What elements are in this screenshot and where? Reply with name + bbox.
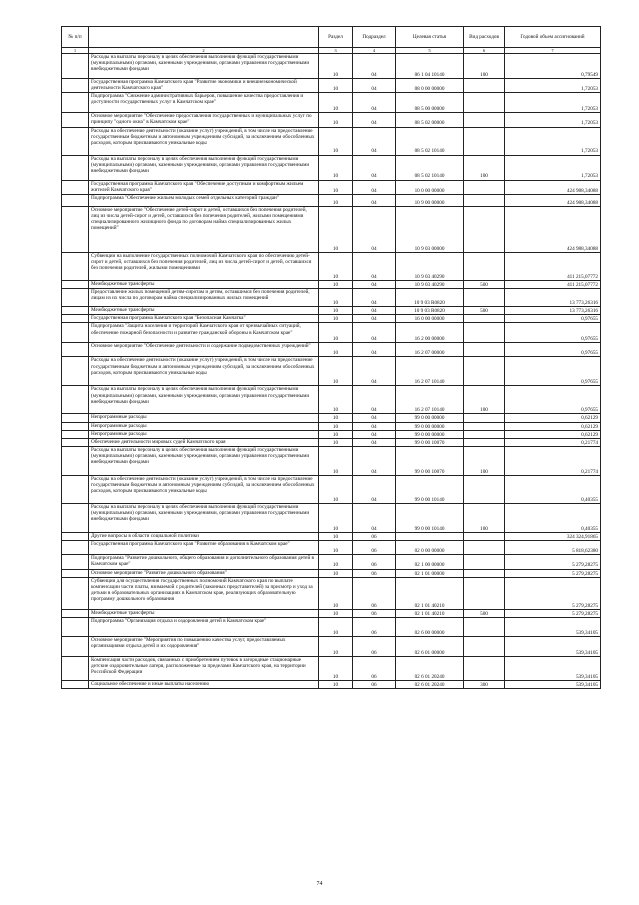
- cell-target-article: 06 1 04 10140: [396, 54, 464, 79]
- cell-podrazdel: 04: [353, 113, 396, 127]
- cell-expense-type: [464, 636, 505, 656]
- cell-annual-amount: 411 215,07772: [505, 252, 601, 280]
- cell-annual-amount: 5 279,28275: [505, 609, 601, 617]
- cell-expense-type: [464, 430, 505, 438]
- cell-podrazdel: 04: [353, 93, 396, 113]
- cell-expense-type: 100: [464, 155, 505, 180]
- table-row: [62, 280, 601, 288]
- cell-name: Непрограммные расходы: [89, 430, 319, 438]
- cell-name: Подпрограмма "Обеспечение жильем молодых семей отдельных категорий граждан": [89, 194, 319, 206]
- cell-razdel: 10: [319, 252, 353, 280]
- cell-num: [62, 636, 89, 656]
- cell-name: Непрограммные расходы: [89, 414, 319, 422]
- table-row: [62, 533, 601, 541]
- column-number: 7: [505, 48, 601, 54]
- cell-target-article: 99 0 00 10140: [396, 504, 464, 533]
- header-num: № п/п: [62, 27, 89, 48]
- table-row: [62, 315, 601, 323]
- cell-annual-amount: 1,72053: [505, 127, 601, 155]
- cell-num: [62, 155, 89, 180]
- cell-razdel: 10: [319, 127, 353, 155]
- cell-expense-type: [464, 180, 505, 194]
- cell-target-article: 99 0 00 10140: [396, 476, 464, 504]
- cell-annual-amount: 0,62129: [505, 430, 601, 438]
- cell-expense-type: [464, 343, 505, 357]
- cell-expense-type: 100: [464, 447, 505, 476]
- cell-num: [62, 680, 89, 688]
- cell-razdel: 10: [319, 343, 353, 357]
- header-name: [89, 27, 319, 48]
- cell-razdel: 10: [319, 280, 353, 288]
- cell-name: Межбюджетные трансферты: [89, 280, 319, 288]
- table-body: [62, 54, 601, 689]
- cell-razdel: 10: [319, 533, 353, 541]
- cell-razdel: 10: [319, 93, 353, 113]
- cell-expense-type: 100: [464, 386, 505, 414]
- table-row: [62, 194, 601, 206]
- cell-razdel: 10: [319, 430, 353, 438]
- cell-name: Государственная программа Камчатского края "Развитие образования в Камчатском крае": [89, 541, 319, 555]
- page-number: 74: [316, 881, 323, 887]
- cell-name: Подпрограмма "Защита населения и территорий Камчатского края от чрезвычайных ситуаций, обеспечение пожарной безопасности и развитие гражданской обороны в Камчатском крае": [89, 323, 319, 343]
- cell-podrazdel: 04: [353, 386, 396, 414]
- cell-annual-amount: 0,79549: [505, 54, 601, 79]
- cell-expense-type: [464, 194, 505, 206]
- table-row: [62, 252, 601, 280]
- cell-name: Подпрограмма "Организация отдыха и оздоровления детей в Камчатском крае": [89, 617, 319, 636]
- cell-podrazdel: 04: [353, 307, 396, 315]
- table-row: [62, 180, 601, 194]
- cell-expense-type: [464, 127, 505, 155]
- cell-num: [62, 252, 89, 280]
- cell-target-article: 99 0 00 00000: [396, 430, 464, 438]
- cell-razdel: 10: [319, 323, 353, 343]
- cell-podrazdel: 04: [353, 79, 396, 93]
- cell-annual-amount: 1,72053: [505, 155, 601, 180]
- cell-podrazdel: 04: [353, 252, 396, 280]
- cell-podrazdel: 04: [353, 343, 396, 357]
- cell-razdel: 10: [319, 422, 353, 430]
- cell-expense-type: [464, 315, 505, 323]
- cell-num: [62, 476, 89, 504]
- cell-razdel: 10: [319, 504, 353, 533]
- cell-annual-amount: 0,97655: [505, 386, 601, 414]
- cell-num: [62, 206, 89, 252]
- table-row: [62, 504, 601, 533]
- cell-expense-type: [464, 252, 505, 280]
- table-row: [62, 54, 601, 79]
- cell-annual-amount: 0,21774: [505, 438, 601, 446]
- table-row: [62, 386, 601, 414]
- cell-num: [62, 386, 89, 414]
- cell-annual-amount: 411 215,07772: [505, 280, 601, 288]
- cell-name: Социальное обеспечение и иные выплаты населению: [89, 680, 319, 688]
- cell-razdel: 10: [319, 569, 353, 577]
- cell-razdel: 10: [319, 617, 353, 636]
- cell-razdel: 10: [319, 438, 353, 446]
- cell-num: [62, 438, 89, 446]
- cell-num: [62, 113, 89, 127]
- cell-podrazdel: 06: [353, 656, 396, 680]
- cell-podrazdel: 04: [353, 289, 396, 307]
- cell-annual-amount: 0,21774: [505, 447, 601, 476]
- cell-annual-amount: 0,97655: [505, 357, 601, 386]
- cell-annual-amount: 1,72053: [505, 79, 601, 93]
- cell-target-article: 02 6 01 00000: [396, 636, 464, 656]
- cell-podrazdel: 04: [353, 504, 396, 533]
- cell-num: [62, 422, 89, 430]
- table-row: [62, 438, 601, 446]
- cell-num: [62, 289, 89, 307]
- cell-target-article: 10 0 00 00000: [396, 180, 464, 194]
- cell-name: Основное мероприятие "Обеспечение предоставления государственных и муниципальных услуг по принципу "одного окна" в Камчатском крае": [89, 113, 319, 127]
- cell-target-article: 02 6 00 00000: [396, 617, 464, 636]
- cell-expense-type: [464, 113, 505, 127]
- cell-podrazdel: 06: [353, 533, 396, 541]
- cell-target-article: 16 0 00 00000: [396, 315, 464, 323]
- cell-annual-amount: 0,62129: [505, 422, 601, 430]
- cell-num: [62, 617, 89, 636]
- cell-podrazdel: 04: [353, 414, 396, 422]
- cell-podrazdel: 04: [353, 323, 396, 343]
- cell-target-article: 02 6 01 20240: [396, 656, 464, 680]
- cell-annual-amount: 324 324,91865: [505, 533, 601, 541]
- table-row: [62, 577, 601, 609]
- cell-podrazdel: 04: [353, 447, 396, 476]
- cell-target-article: 10 9 03 00000: [396, 206, 464, 252]
- cell-expense-type: [464, 541, 505, 555]
- cell-podrazdel: 06: [353, 609, 396, 617]
- cell-name: Подпрограмма "Снижение административных барьеров, повышение качества предоставления и доступности государственных услуг в Камчатском крае": [89, 93, 319, 113]
- cell-podrazdel: 04: [353, 194, 396, 206]
- cell-name: Государственная программа Камчатского края "Обеспечение доступным и комфортным жильем жителей Камчатского края": [89, 180, 319, 194]
- column-number: 1: [62, 48, 89, 54]
- cell-annual-amount: 0,62129: [505, 414, 601, 422]
- cell-num: [62, 533, 89, 541]
- cell-num: [62, 656, 89, 680]
- cell-target-article: 99 0 00 10070: [396, 438, 464, 446]
- cell-razdel: 10: [319, 155, 353, 180]
- cell-annual-amount: 0,40355: [505, 504, 601, 533]
- cell-expense-type: 100: [464, 504, 505, 533]
- cell-razdel: 10: [319, 656, 353, 680]
- cell-target-article: 10 9 03 40290: [396, 252, 464, 280]
- cell-expense-type: [464, 577, 505, 609]
- table-row: [62, 617, 601, 636]
- cell-target-article: 02 1 01 40210: [396, 577, 464, 609]
- cell-annual-amount: 5 279,28275: [505, 555, 601, 569]
- cell-expense-type: [464, 438, 505, 446]
- cell-annual-amount: 0,40355: [505, 476, 601, 504]
- cell-annual-amount: 0,97655: [505, 343, 601, 357]
- cell-target-article: 08 0 00 00000: [396, 79, 464, 93]
- cell-podrazdel: 04: [353, 280, 396, 288]
- cell-annual-amount: 5 818,62380: [505, 541, 601, 555]
- cell-num: [62, 430, 89, 438]
- cell-name: Основное мероприятие "Обеспечение деятельности и содержание подведомственных учреждений": [89, 343, 319, 357]
- cell-name: Государственная программа Камчатского края "Развитие экономики и внешнеэкономической деятельности Камчатского края": [89, 79, 319, 93]
- cell-target-article: 16 2 00 00000: [396, 323, 464, 343]
- cell-expense-type: [464, 656, 505, 680]
- cell-annual-amount: 539,34105: [505, 617, 601, 636]
- cell-razdel: 10: [319, 680, 353, 688]
- cell-name: Субвенции для осуществления государственных полномочий Камчатского края по выплате компенсации части платы, взимаемой с родителей (законных представителей) за присмотр и уход за детьми в образовательных организациях в Камчатском крае, реализующих образовательную программу дошкольного образования: [89, 577, 319, 609]
- cell-razdel: 10: [319, 447, 353, 476]
- cell-name: Межбюджетные трансферты: [89, 609, 319, 617]
- table-row: [62, 569, 601, 577]
- cell-podrazdel: 06: [353, 577, 396, 609]
- column-number: 5: [396, 48, 464, 54]
- budget-table: [61, 26, 601, 689]
- cell-num: [62, 357, 89, 386]
- cell-num: [62, 541, 89, 555]
- table-row: [62, 541, 601, 555]
- budget-table-sheet: [61, 26, 600, 689]
- cell-name: Основное мероприятие "Обеспечение детей-сирот и детей, оставшихся без попечения родителей, лиц из числа детей-сирот и детей, оставшихся без попечения родителей, жилыми помещениями специализированного жилищного фонда по договорам найма специализированных жилых помещений": [89, 206, 319, 252]
- cell-num: [62, 307, 89, 315]
- cell-razdel: 10: [319, 609, 353, 617]
- cell-target-article: 08 5 02 00000: [396, 113, 464, 127]
- cell-razdel: 10: [319, 386, 353, 414]
- cell-razdel: 10: [319, 206, 353, 252]
- column-number: 4: [353, 48, 396, 54]
- cell-expense-type: 300: [464, 680, 505, 688]
- cell-expense-type: [464, 414, 505, 422]
- cell-razdel: 10: [319, 357, 353, 386]
- cell-target-article: 08 5 02 10140: [396, 127, 464, 155]
- cell-annual-amount: 13 773,26316: [505, 307, 601, 315]
- cell-target-article: 99 0 00 00000: [396, 422, 464, 430]
- cell-podrazdel: 06: [353, 569, 396, 577]
- table-row: [62, 343, 601, 357]
- cell-name: Непрограммные расходы: [89, 422, 319, 430]
- cell-podrazdel: 06: [353, 680, 396, 688]
- cell-expense-type: [464, 79, 505, 93]
- cell-razdel: 10: [319, 194, 353, 206]
- cell-name: Расходы на выплаты персоналу в целях обеспечения выполнения функций государственными (муниципальными) органами, казенными учреждениями, органами управления государственными внебюджетными фондами: [89, 54, 319, 79]
- cell-podrazdel: 04: [353, 430, 396, 438]
- cell-name: Расходы на выплаты персоналу в целях обеспечения выполнения функций государственными (муниципальными) органами, казенными учреждениями, органами управления государственными внебюджетными фондами: [89, 155, 319, 180]
- cell-podrazdel: 06: [353, 555, 396, 569]
- cell-num: [62, 343, 89, 357]
- table-row: [62, 636, 601, 656]
- cell-name: Государственная программа Камчатского края "Безопасная Камчатка": [89, 315, 319, 323]
- cell-target-article: [396, 533, 464, 541]
- cell-podrazdel: 04: [353, 127, 396, 155]
- cell-num: [62, 93, 89, 113]
- cell-razdel: 10: [319, 476, 353, 504]
- cell-num: [62, 577, 89, 609]
- cell-num: [62, 555, 89, 569]
- cell-name: Подпрограмма "Развитие дошкольного, общего образования и дополнительного образования детей в Камчатском крае": [89, 555, 319, 569]
- cell-name: Субвенции на выполнение государственных полномочий Камчатского края по обеспечению детей-сирот и детей, оставшихся без попечения родителей, лиц из числа детей-сирот и детей, оставшихся без попечения родителей, жилыми помещениями: [89, 252, 319, 280]
- header-expense-type: Вид расходов: [464, 27, 505, 48]
- cell-num: [62, 447, 89, 476]
- cell-expense-type: 500: [464, 609, 505, 617]
- cell-target-article: 08 5 02 10140: [396, 155, 464, 180]
- cell-podrazdel: 04: [353, 155, 396, 180]
- cell-name: Расходы на выплаты персоналу в целях обеспечения выполнения функций государственными (муниципальными) органами, казенными учреждениями, органами управления государственными внебюджетными фондами: [89, 447, 319, 476]
- cell-razdel: 10: [319, 577, 353, 609]
- cell-name: Расходы на обеспечение деятельности (оказание услуг) учреждений, в том числе на предоставление государственным бюджетным и автономным учреждениям субсидий, за исключением обособленных расходов, которым присваиваются уникальные коды: [89, 476, 319, 504]
- cell-razdel: 10: [319, 307, 353, 315]
- cell-target-article: 10 9 03 R0820: [396, 289, 464, 307]
- table-row: [62, 323, 601, 343]
- cell-podrazdel: 04: [353, 422, 396, 430]
- cell-razdel: 10: [319, 289, 353, 307]
- cell-expense-type: [464, 533, 505, 541]
- table-row: [62, 555, 601, 569]
- cell-expense-type: [464, 93, 505, 113]
- cell-razdel: 10: [319, 555, 353, 569]
- cell-annual-amount: 0,97655: [505, 315, 601, 323]
- cell-num: [62, 609, 89, 617]
- cell-target-article: 99 0 00 10070: [396, 447, 464, 476]
- table-row: [62, 206, 601, 252]
- cell-expense-type: [464, 422, 505, 430]
- cell-podrazdel: 04: [353, 476, 396, 504]
- cell-num: [62, 194, 89, 206]
- cell-podrazdel: 04: [353, 438, 396, 446]
- cell-target-article: 02 6 01 20240: [396, 680, 464, 688]
- cell-podrazdel: 04: [353, 180, 396, 194]
- table-row: [62, 155, 601, 180]
- table-header-row: [62, 27, 601, 48]
- cell-num: [62, 127, 89, 155]
- table-row: [62, 79, 601, 93]
- table-row: [62, 430, 601, 438]
- table-row: [62, 127, 601, 155]
- cell-name: Предоставление жилых помещений детям-сиротам и детям, оставшимся без попечения родителей, лицам из их числа по договорам найма специализированных жилых помещений: [89, 289, 319, 307]
- cell-num: [62, 569, 89, 577]
- cell-num: [62, 54, 89, 79]
- cell-target-article: 02 1 01 00000: [396, 569, 464, 577]
- cell-name: Расходы на обеспечение деятельности (оказание услуг) учреждений, в том числе на предоставление государственным бюджетным и автономным учреждениям субсидий, за исключением обособленных расходов, которым присваиваются уникальные коды: [89, 127, 319, 155]
- cell-annual-amount: 424 988,34088: [505, 194, 601, 206]
- cell-num: [62, 180, 89, 194]
- cell-expense-type: [464, 323, 505, 343]
- cell-annual-amount: 5 279,28275: [505, 577, 601, 609]
- cell-name: Основное мероприятие "Развитие дошкольного образования": [89, 569, 319, 577]
- cell-annual-amount: 1,72053: [505, 113, 601, 127]
- cell-annual-amount: 539,34105: [505, 636, 601, 656]
- cell-target-article: 10 9 00 00000: [396, 194, 464, 206]
- cell-name: Расходы на выплаты персоналу в целях обеспечения выполнения функций государственными (муниципальными) органами, казенными учреждениями, органами управления государственными внебюджетными фондами: [89, 504, 319, 533]
- cell-annual-amount: 424 988,34088: [505, 180, 601, 194]
- column-number: 3: [319, 48, 353, 54]
- table-row: [62, 93, 601, 113]
- table-row: [62, 680, 601, 688]
- cell-target-article: 10 9 03 R0820: [396, 307, 464, 315]
- table-row: [62, 307, 601, 315]
- cell-name: Расходы на выплаты персоналу в целях обеспечения выполнения функций государственными (муниципальными) органами, казенными учреждениями, органами управления государственными внебюджетными фондами: [89, 386, 319, 414]
- cell-razdel: 10: [319, 541, 353, 555]
- cell-annual-amount: 5 279,28275: [505, 569, 601, 577]
- cell-podrazdel: 04: [353, 206, 396, 252]
- cell-target-article: 16 2 07 10140: [396, 357, 464, 386]
- cell-expense-type: [464, 617, 505, 636]
- cell-expense-type: [464, 357, 505, 386]
- cell-expense-type: 100: [464, 54, 505, 79]
- cell-target-article: 10 9 03 40290: [396, 280, 464, 288]
- cell-num: [62, 323, 89, 343]
- column-number: 2: [89, 48, 319, 54]
- cell-podrazdel: 06: [353, 541, 396, 555]
- cell-podrazdel: 04: [353, 357, 396, 386]
- cell-name: Основное мероприятие "Мероприятия по повышению качества услуг, предоставляемых организациями отдыха детей и их оздоровления": [89, 636, 319, 656]
- cell-num: [62, 504, 89, 533]
- cell-annual-amount: 1,72053: [505, 93, 601, 113]
- cell-podrazdel: 06: [353, 617, 396, 636]
- cell-expense-type: [464, 476, 505, 504]
- cell-expense-type: [464, 206, 505, 252]
- cell-annual-amount: 0,97655: [505, 323, 601, 343]
- table-row: [62, 289, 601, 307]
- cell-expense-type: 500: [464, 307, 505, 315]
- cell-expense-type: [464, 289, 505, 307]
- cell-expense-type: 500: [464, 280, 505, 288]
- cell-name: Обеспечение деятельности мировых судей Камчатского края: [89, 438, 319, 446]
- cell-razdel: 10: [319, 54, 353, 79]
- cell-name: Межбюджетные трансферты: [89, 307, 319, 315]
- table-row: [62, 609, 601, 617]
- header-podrazdel: Подраздел: [353, 27, 396, 48]
- cell-num: [62, 280, 89, 288]
- table-row: [62, 476, 601, 504]
- cell-annual-amount: 424 988,34088: [505, 206, 601, 252]
- cell-annual-amount: 539,34105: [505, 680, 601, 688]
- cell-num: [62, 414, 89, 422]
- cell-razdel: 10: [319, 79, 353, 93]
- column-number: 6: [464, 48, 505, 54]
- cell-target-article: 02 1 01 40210: [396, 609, 464, 617]
- cell-name: Компенсация части расходов, связанных с приобретением путевок в загородные стационарные детские оздоровительные лагеря, расположенные за пределами Камчатского края, на территории Российской Федерации: [89, 656, 319, 680]
- cell-target-article: 02 1 00 00000: [396, 555, 464, 569]
- cell-razdel: 10: [319, 414, 353, 422]
- cell-razdel: 10: [319, 636, 353, 656]
- cell-podrazdel: 06: [353, 636, 396, 656]
- header-annual-amount: Годовой объем ассигнований: [505, 27, 601, 48]
- cell-podrazdel: 04: [353, 54, 396, 79]
- cell-annual-amount: 539,34105: [505, 656, 601, 680]
- table-row: [62, 656, 601, 680]
- table-row: [62, 113, 601, 127]
- table-row: [62, 414, 601, 422]
- cell-expense-type: [464, 569, 505, 577]
- cell-target-article: 08 5 00 00000: [396, 93, 464, 113]
- header-razdel: Раздел: [319, 27, 353, 48]
- cell-target-article: 02 0 00 00000: [396, 541, 464, 555]
- cell-razdel: 10: [319, 315, 353, 323]
- table-row: [62, 422, 601, 430]
- header-target-article: Целевая статья: [396, 27, 464, 48]
- cell-podrazdel: 04: [353, 315, 396, 323]
- cell-razdel: 10: [319, 113, 353, 127]
- cell-annual-amount: 13 773,26316: [505, 289, 601, 307]
- cell-name: Другие вопросы в области социальной политики: [89, 533, 319, 541]
- cell-name: Расходы на обеспечение деятельности (оказание услуг) учреждений, в том числе на предоставление государственным бюджетным и автономным учреждениям субсидий, за исключением обособленных расходов, которым присваиваются уникальные коды: [89, 357, 319, 386]
- cell-razdel: 10: [319, 180, 353, 194]
- cell-target-article: 16 2 07 00000: [396, 343, 464, 357]
- cell-target-article: 99 0 00 00000: [396, 414, 464, 422]
- table-row: [62, 447, 601, 476]
- table-row: [62, 357, 601, 386]
- cell-num: [62, 315, 89, 323]
- cell-target-article: 16 2 07 10140: [396, 386, 464, 414]
- cell-num: [62, 79, 89, 93]
- cell-expense-type: [464, 555, 505, 569]
